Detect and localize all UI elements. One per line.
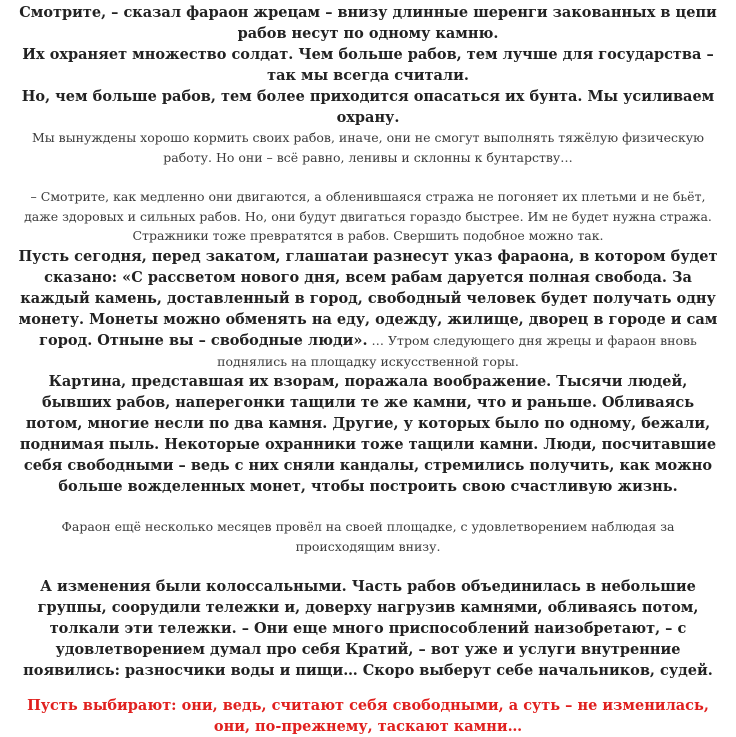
- months-paragraph: Фараон ещё несколько месяцев провёл на своей площадке, с удовлетворением наблюдая за происходящим внизу.: [61, 519, 675, 554]
- intro-paragraph-1: Смотрите, – сказал фараон жрецам – внизу длинные шеренги закованных в цепи рабов несут по одному камню.: [19, 4, 717, 42]
- conclusion-paragraph: Пусть выбирают: они, ведь, считают себя свободными, а суть – не изменилась, они, по-прежнему, таскают камни…: [27, 697, 709, 735]
- paragraph-spacer: [12, 556, 724, 576]
- picture-paragraph: Картина, представшая их взорам, поражала воображение. Тысячи людей, бывших рабов, наперегонки тащили те же камни, что и раньше. Обливаясь потом, многие несли по два камня. Другие, у которых было по одному, бежали, поднимая пыль. Некоторые охранники тоже тащили камни. Люди, посчитавшие себя свободными – ведь с них сняли кандалы, стремились получить, как можно больше вожделенных монет, чтобы построить свою счастливую жизнь.: [19, 373, 717, 495]
- decree-paragraph: [12, 246, 724, 372]
- intro-paragraph-4: Мы вынуждены хорошо кормить своих рабов, иначе, они не смогут выполнять тяжёлую физическую работу. Но они – всё равно, ленивы и склонны к бунтарству…: [31, 130, 705, 165]
- morning-text: … Утром следующего дня жрецы и фараон вновь поднялись на площадку искусственной горы.: [217, 332, 697, 369]
- changes-paragraph: А изменения были колоссальными. Часть рабов объединилась в небольшие группы, соорудили тележки и, доверху нагрузив камнями, обливаясь потом, толкали эти тележки. – Они еще много приспособлений наизобретают, – с удовлетворением думал про себя Кратий, – вот уже и услуги внутренние появились: разносчики воды и пищи… Скоро выберут себе начальников, судей.: [23, 578, 713, 679]
- intro-paragraph-3: Но, чем больше рабов, тем более приходится опасаться их бунта. Мы усиливаем охрану.: [21, 88, 715, 126]
- guards-paragraph: – Смотрите, как медленно они двигаются, а обленившаяся стража не погоняет их плетьми и не бьёт, даже здоровых и сильных рабов. Но, они будут двигаться гораздо быстрее. Им не будет нужна стража. Стражники тоже превратятся в рабов. Свершить подобное можно так.: [24, 189, 712, 243]
- decree-text: Пусть сегодня, перед закатом, глашатаи разнесут указ фараона, в котором будет сказано: «С рассветом нового дня, всем рабам даруется полная свобода. За каждый камень, доставленный в город, свободный человек будет получать одну монету. Монеты можно обменять на еду, одежду, жилище, дворец в городе и сам город. Отныне вы – свободные люди».: [18, 247, 718, 349]
- paragraph-spacer: [12, 497, 724, 517]
- paragraph-spacer: [12, 681, 724, 695]
- paragraph-spacer: [12, 167, 724, 187]
- intro-paragraph-2: Их охраняет множество солдат. Чем больше рабов, тем лучше для государства – так мы всегда считали.: [22, 46, 714, 84]
